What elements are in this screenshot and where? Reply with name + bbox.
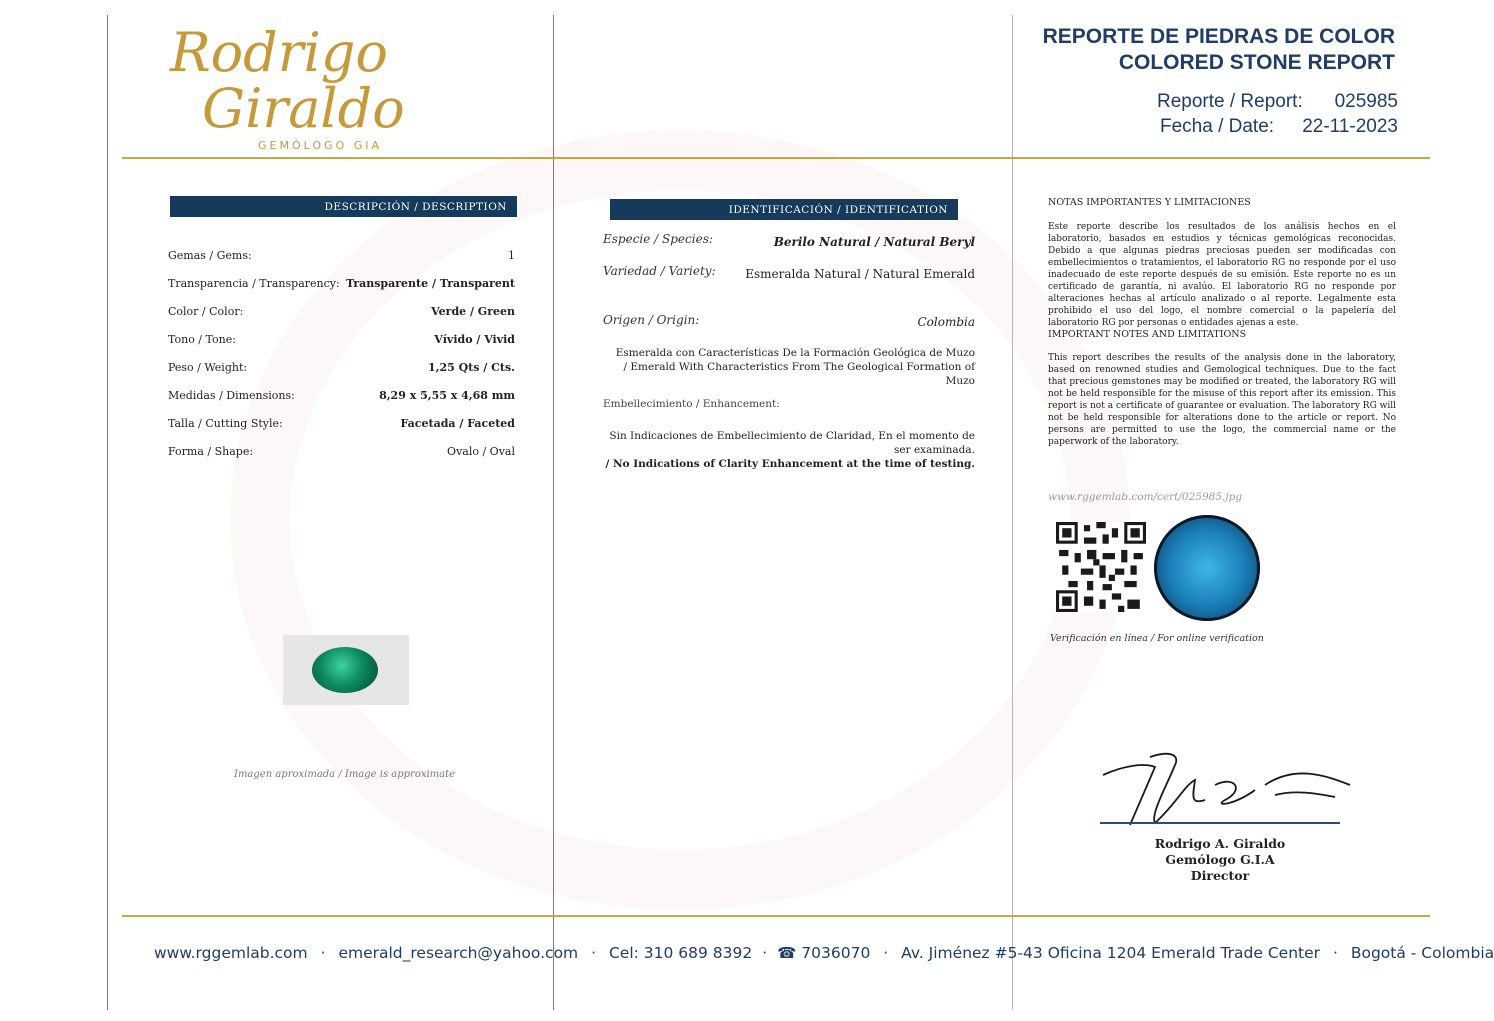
- image-caption: Imagen aproximada / Image is approximate: [234, 769, 456, 780]
- variety-label: Variedad / Variety:: [603, 264, 716, 278]
- color-label: Color / Color:: [168, 305, 244, 318]
- origin-value: Colombia: [917, 315, 975, 329]
- footer-separator: ·: [762, 944, 768, 962]
- report-title-es: REPORTE DE PIEDRAS DE COLOR: [1042, 25, 1395, 48]
- footer-cel: Cel: 310 689 8392: [608, 944, 753, 962]
- notes-body-es: Este reporte describe los resultados de los análisis hechos en el laboratorio, basados en estudios y técnicas gemológicas reconocidas. Debido a que algunas piedras preciosas pueden ser modificadas con embellecimientos o tratamientos, el laboratorio RG no responde por el uso inadecuado de este reporte después de su emisión. Este reporte no es un certificado de garantía, ni avalúo. El laboratorio RG no responde por alteraciones hechas al artículo analizado o al reporte. Legalmente esta prohibido el uso del logo, el nombre comercial o la papelería del laboratorio RG por personas o entidades ajenas a este.: [1048, 222, 1396, 328]
- notes-heading-en: IMPORTANT NOTES AND LIMITATIONS: [1048, 329, 1247, 340]
- date-label: Fecha / Date:: [1160, 116, 1275, 137]
- left-fold-line: [107, 15, 108, 1010]
- director-role: Director: [1190, 868, 1250, 883]
- director-signature: [1095, 745, 1365, 835]
- date-value: 22-11-2023: [1302, 116, 1398, 137]
- watermark-logo: [230, 130, 1130, 910]
- species-label: Especie / Species:: [603, 232, 713, 246]
- logo-line-2: Giraldo: [202, 77, 405, 140]
- footer-city: Bogotá - Colombia: [1350, 944, 1494, 962]
- right-fold-line: [1012, 15, 1013, 1010]
- footer-phone: ☎ 7036070: [777, 944, 871, 962]
- logo-line-1: Rodrigo: [170, 21, 388, 84]
- emerald-gem-image: [312, 647, 378, 693]
- weight-value: 1,25 Qts / Cts.: [427, 361, 515, 374]
- qr-code[interactable]: [1056, 522, 1146, 612]
- report-number: 025985: [1334, 91, 1398, 112]
- footer-separator: ·: [883, 944, 889, 962]
- notes-body-en: This report describes the results of the analysis done in the laboratory, based on renowned studies and Gemological techniques. Due to the fact that precious gemstones may be modified or treated, the laboratory RG will not be held responsible for the misuse of this report after its emission. This report is not a certificate of guarantee or evaluation. The laboratory RG will not be held responsible for alterations done to the article or report. No persons are permitted to use the logo, the commercial name or the paperwork of the laboratory.: [1048, 353, 1396, 447]
- transparency-label: Transparencia / Transparency:: [168, 277, 340, 290]
- footer-divider: [122, 915, 1430, 917]
- transparency-value: Transparente / Transparent: [345, 277, 515, 290]
- footer-separator: ·: [591, 944, 597, 962]
- origin-note-line-3: Muzo: [945, 375, 975, 387]
- origin-note-line-1: Esmeralda con Características De la Formación Geológica de Muzo: [615, 347, 975, 359]
- header-divider: [122, 157, 1430, 159]
- online-verification-caption: Verificación en línea / For online verification: [1050, 633, 1264, 644]
- report-title-en: COLORED STONE REPORT: [1118, 51, 1395, 74]
- dimensions-label: Medidas / Dimensions:: [168, 389, 295, 402]
- gems-value: 1: [508, 249, 515, 262]
- report-number-label: Reporte / Report:: [1157, 91, 1303, 112]
- cutting-style-value: Facetada / Faceted: [400, 417, 515, 430]
- dimensions-value: 8,29 x 5,55 x 4,68 mm: [379, 389, 515, 402]
- gem-photo: [283, 635, 409, 705]
- director-title: Gemólogo G.I.A: [1165, 852, 1275, 867]
- middle-fold-line: [553, 15, 554, 1010]
- cutting-style-label: Talla / Cutting Style:: [168, 417, 283, 430]
- footer-address: Av. Jiménez #5-43 Oficina 1204 Emerald Trade Center: [901, 944, 1321, 962]
- origin-note-line-2: / Emerald With Characteristics From The Geological Formation of: [623, 361, 975, 373]
- enhancement-note: [605, 429, 975, 471]
- shape-label: Forma / Shape:: [168, 445, 254, 458]
- footer-email[interactable]: emerald_research@yahoo.com: [338, 944, 579, 962]
- tone-value: Vívido / Vivid: [434, 333, 515, 346]
- logo-subtitle: GEMÓLOGO GIA: [258, 139, 382, 152]
- director-name: Rodrigo A. Giraldo: [1154, 836, 1286, 851]
- color-value: Verde / Green: [431, 305, 515, 318]
- enhancement-line-3: / No Indications of Clarity Enhancement at the time of testing.: [605, 458, 975, 470]
- identification-heading: IDENTIFICACIÓN / IDENTIFICATION: [728, 203, 948, 216]
- origin-label: Origen / Origin:: [603, 313, 700, 327]
- weight-label: Peso / Weight:: [168, 361, 248, 374]
- footer-separator: ·: [320, 944, 326, 962]
- origin-note: [616, 346, 975, 388]
- enhancement-line-2: ser examinada.: [893, 444, 975, 456]
- description-heading-bar: [170, 196, 517, 217]
- footer-website[interactable]: www.rggemlab.com: [154, 944, 308, 962]
- footer-contact: [154, 944, 1494, 962]
- notes-heading-es: NOTAS IMPORTANTES Y LIMITACIONES: [1048, 197, 1251, 208]
- gems-label: Gemas / Gems:: [168, 249, 252, 262]
- description-heading: DESCRIPCIÓN / DESCRIPTION: [324, 200, 507, 213]
- species-value: Berilo Natural / Natural Beryl: [773, 235, 975, 249]
- verification-url[interactable]: www.rggemlab.com/cert/025985.jpg: [1048, 491, 1243, 503]
- enhancement-line-1: Sin Indicaciones de Embellecimiento de Claridad, En el momento de: [609, 430, 975, 442]
- shape-value: Ovalo / Oval: [447, 445, 515, 458]
- security-hologram-seal: [1154, 515, 1260, 621]
- tone-label: Tono / Tone:: [168, 333, 236, 346]
- footer-separator: ·: [1332, 944, 1338, 962]
- company-logo: [170, 21, 405, 152]
- identification-heading-bar: [610, 199, 958, 220]
- variety-value: Esmeralda Natural / Natural Emerald: [745, 267, 975, 281]
- enhancement-label: Embellecimiento / Enhancement:: [603, 398, 780, 410]
